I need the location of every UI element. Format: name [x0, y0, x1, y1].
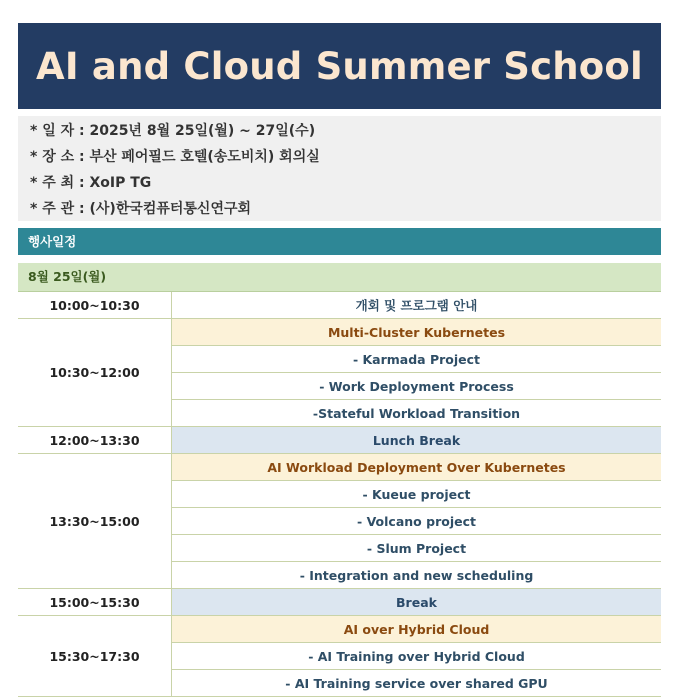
table-row [18, 454, 661, 481]
schedule-table [18, 292, 661, 697]
schedule-document [18, 23, 661, 697]
time-slot: 15:00~15:30 [18, 589, 172, 616]
session-item: -Stateful Workload Transition [172, 400, 662, 427]
session-title: AI Workload Deployment Over Kubernetes [172, 454, 662, 481]
info-host: * 주 최 : XoIP TG [30, 175, 152, 191]
session-item: 개회 및 프로그램 안내 [172, 292, 662, 319]
session-item: - Integration and new scheduling [172, 562, 662, 589]
time-slot: 10:00~10:30 [18, 292, 172, 319]
info-venue: * 장 소 : 부산 페어필드 호텔(송도비치) 회의실 [30, 149, 320, 165]
session-item: - Work Deployment Process [172, 373, 662, 400]
table-row [18, 319, 661, 346]
session-title: AI over Hybrid Cloud [172, 616, 662, 643]
break-item: Lunch Break [172, 427, 662, 454]
table-row [18, 616, 661, 643]
day-header: 8월 25일(월) [18, 263, 661, 292]
time-slot: 12:00~13:30 [18, 427, 172, 454]
page-title: AI and Cloud Summer School [18, 23, 661, 109]
table-row [18, 589, 661, 616]
session-item: - AI Training service over shared GPU [172, 670, 662, 697]
section-header-schedule: 행사일정 [18, 228, 661, 255]
session-item: - Kueue project [172, 481, 662, 508]
event-info-box [18, 116, 661, 221]
time-slot: 13:30~15:00 [18, 454, 172, 589]
info-date: * 일 자 : 2025년 8월 25일(월) ~ 27일(수) [30, 123, 316, 139]
table-row [18, 292, 661, 319]
session-item: - Slum Project [172, 535, 662, 562]
time-slot: 10:30~12:00 [18, 319, 172, 427]
schedule-table-body [18, 292, 661, 697]
session-title: Multi-Cluster Kubernetes [172, 319, 662, 346]
session-item: - Karmada Project [172, 346, 662, 373]
table-row [18, 427, 661, 454]
session-item: - Volcano project [172, 508, 662, 535]
session-item: - AI Training over Hybrid Cloud [172, 643, 662, 670]
info-organizer: * 주 관 : (사)한국컴퓨터통신연구회 [30, 201, 252, 217]
break-item: Break [172, 589, 662, 616]
time-slot: 15:30~17:30 [18, 616, 172, 697]
